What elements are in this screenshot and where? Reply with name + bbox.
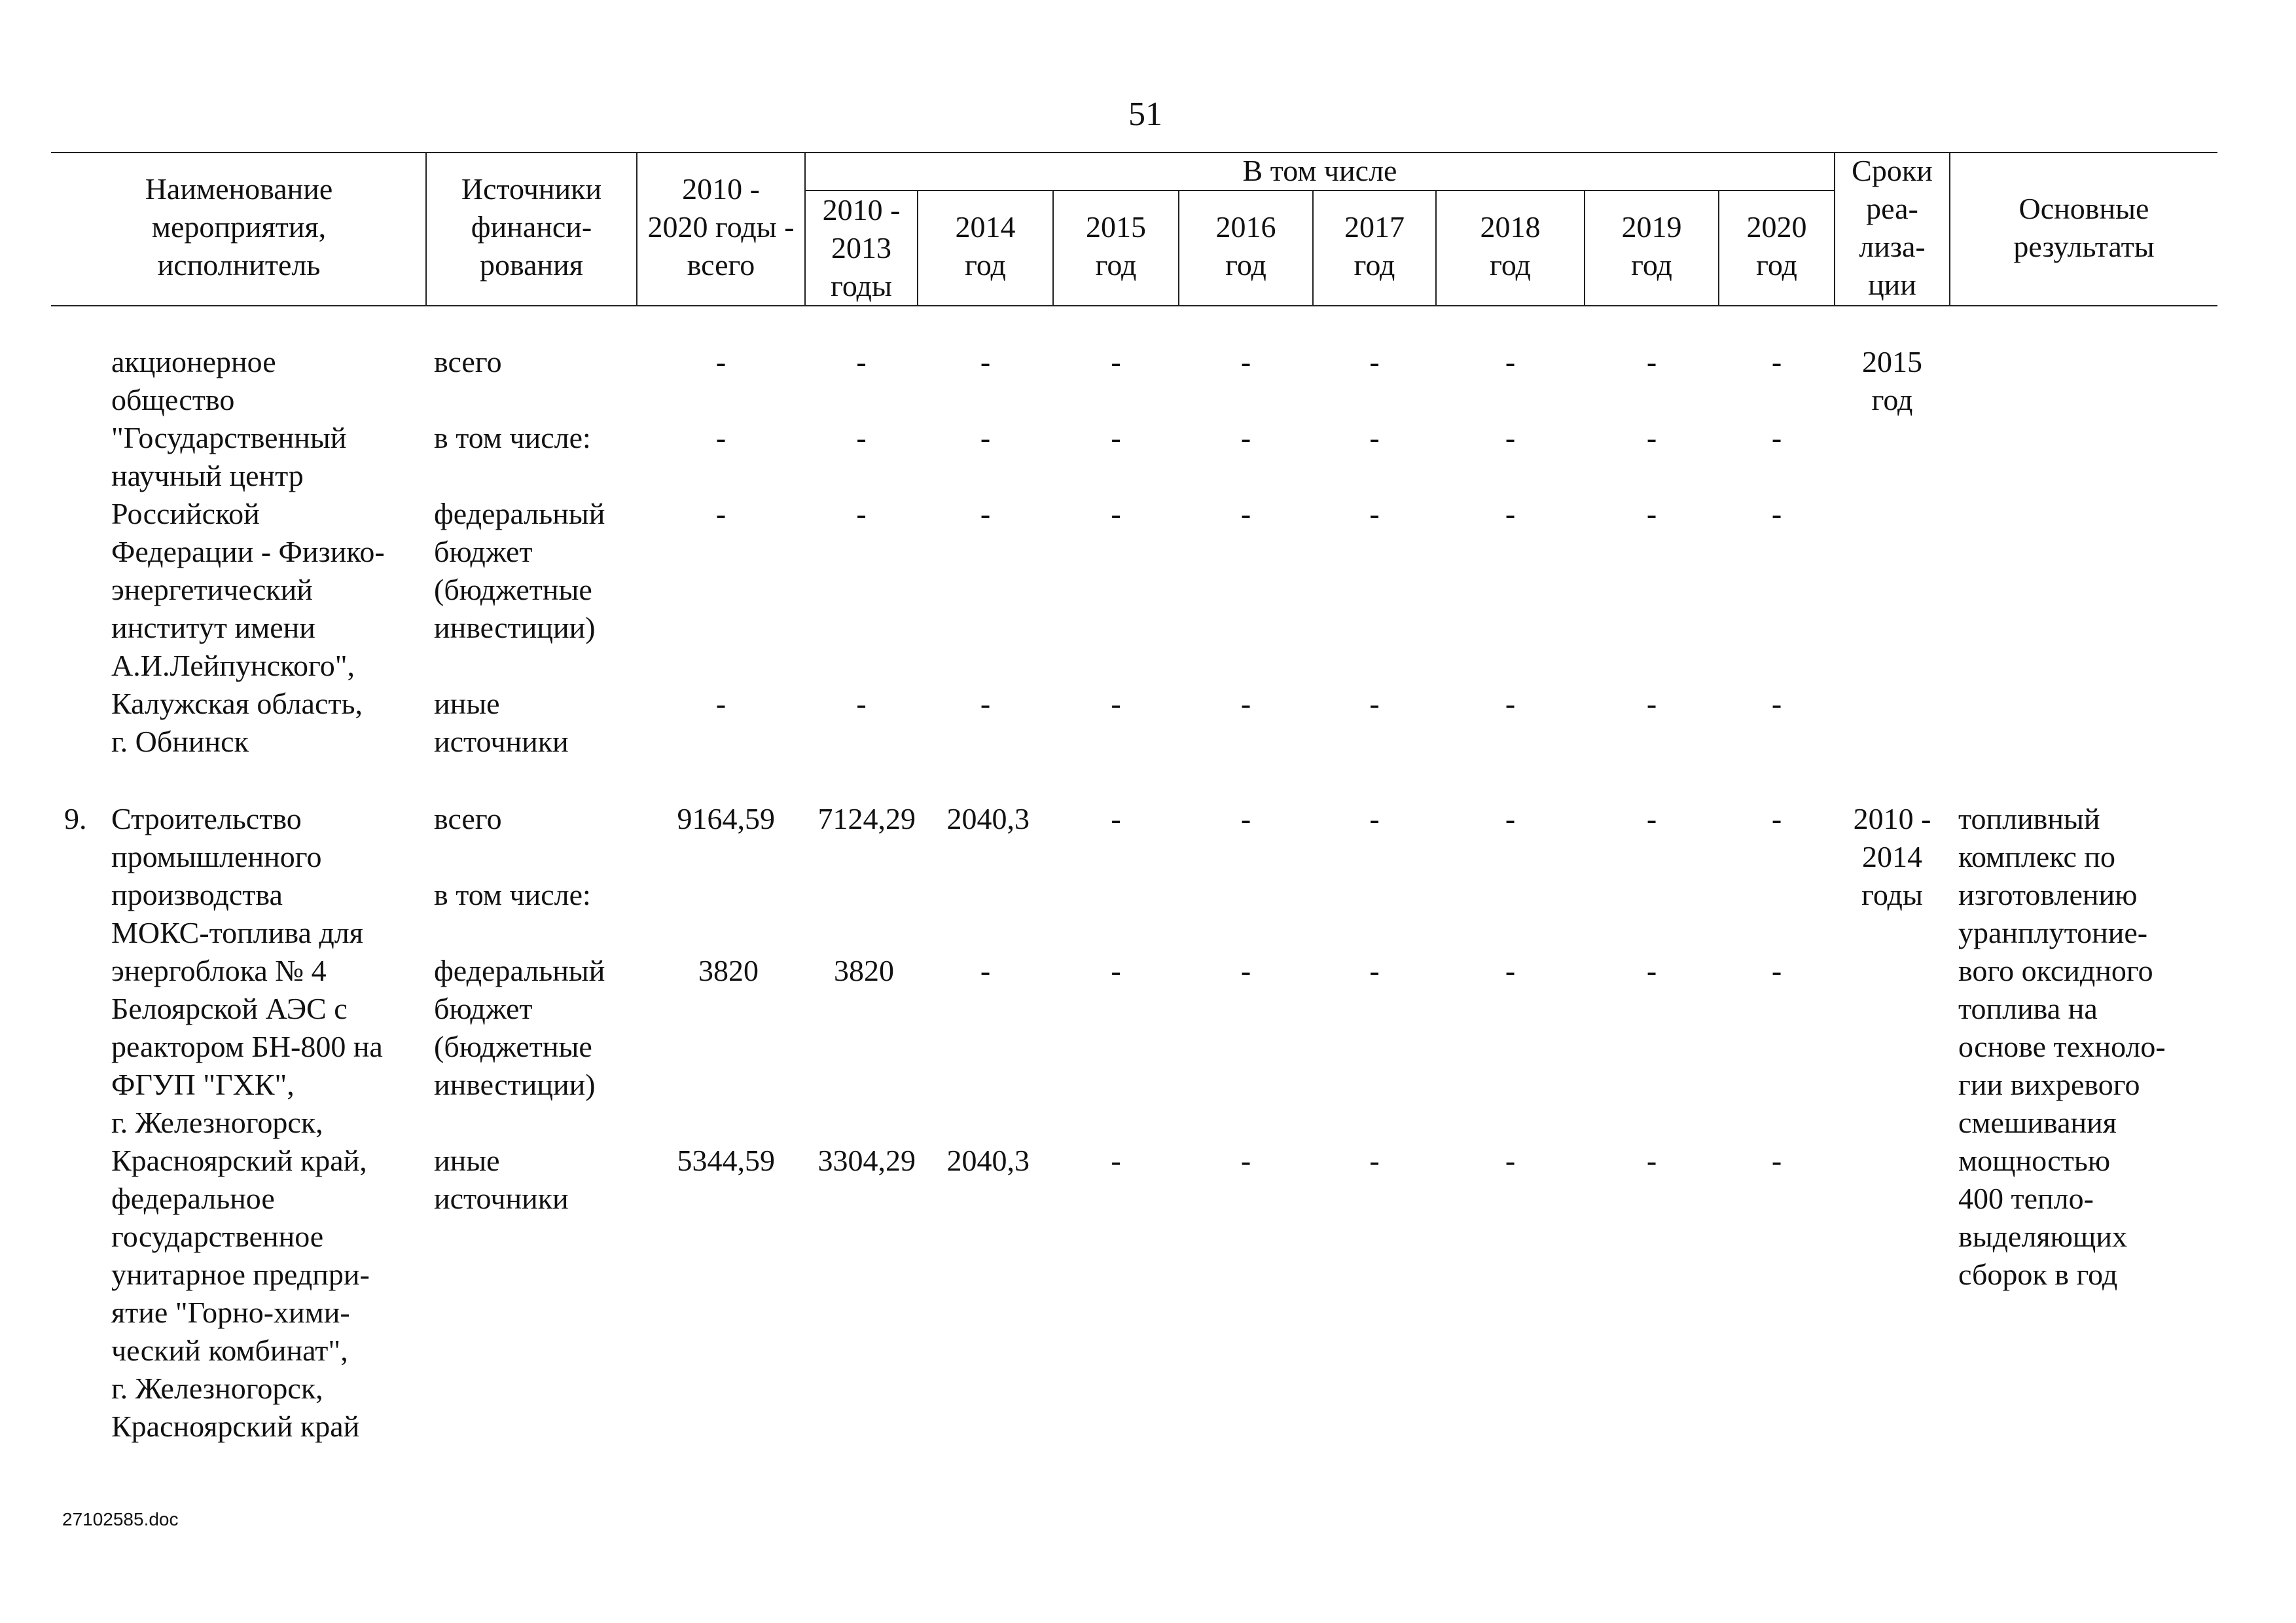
value-cell: 3304,29	[817, 1144, 916, 1177]
value-cell: 3820	[834, 954, 894, 987]
subheader-rule	[804, 190, 1834, 191]
header-name: Наименование мероприятия, исполнитель	[145, 172, 333, 282]
header-2020: 2020 год	[1746, 210, 1807, 282]
value-cell: -	[1111, 954, 1121, 987]
block2-name: Строительство промышленного производства МОКС-топлива для энергоблока № 4 Белоярской АЭС с реактором БН-800 на ФГУП "ГХК", г. Железногорск, Красноярский край, федеральное государственное унитарное предпри- ятие "Горно-хими- ческий комбинат", г. Железногорск, Красноярский край	[111, 802, 383, 1443]
value-cell: -	[1111, 421, 1121, 454]
value-cell: -	[1240, 497, 1251, 530]
value-cell: -	[1369, 1144, 1380, 1177]
value-cell: -	[1771, 421, 1782, 454]
value-cell: -	[1646, 954, 1657, 987]
block1-name: акционерное общество "Государственный научный центр Российской Федерации - Физико- энергетический институт имени А.И.Лейпунского", Калужская область, г. Обнинск	[111, 345, 385, 758]
value-cell: -	[715, 421, 726, 454]
value-cell: -	[1369, 802, 1380, 835]
value-cell: -	[715, 687, 726, 720]
value-cell: -	[980, 954, 991, 987]
value-cell: -	[1240, 687, 1251, 720]
value-cell: -	[1505, 421, 1516, 454]
value-cell: 3820	[698, 954, 759, 987]
value-cell: -	[1369, 687, 1380, 720]
header-total: 2010 - 2020 годы - всего	[647, 172, 795, 282]
value-cell: -	[980, 497, 991, 530]
value-cell: 7124,29	[817, 802, 916, 835]
page-number: 51	[1128, 96, 1162, 133]
value-cell: -	[1111, 497, 1121, 530]
value-cell: -	[1646, 421, 1657, 454]
value-cell: 2040,3	[946, 802, 1030, 835]
value-cell: -	[1505, 345, 1516, 378]
value-cell: -	[1240, 1144, 1251, 1177]
value-cell: -	[1646, 497, 1657, 530]
block2-terms: 2010 - 2014 годы	[1853, 802, 1931, 911]
value-cell: -	[1369, 345, 1380, 378]
value-cell: -	[1505, 802, 1516, 835]
block2-source-total: всего	[434, 802, 502, 835]
header-2010-2013: 2010 - 2013 годы	[822, 193, 901, 302]
value-cell: -	[1240, 421, 1251, 454]
value-cell: -	[1505, 954, 1516, 987]
header-2015: 2015 год	[1086, 210, 1146, 282]
block1-source-other: иные источники	[434, 687, 569, 758]
header-2018: 2018 год	[1480, 210, 1541, 282]
value-cell: -	[1111, 345, 1121, 378]
header-2019: 2019 год	[1621, 210, 1682, 282]
value-cell: 5344,59	[677, 1144, 775, 1177]
value-cell: -	[980, 421, 991, 454]
value-cell: -	[1369, 497, 1380, 530]
block2-source-other: иные источники	[434, 1144, 569, 1215]
block2-source-including: в том числе:	[434, 878, 591, 911]
block1-source-federal: федеральный бюджет (бюджетные инвестиции)	[434, 497, 605, 644]
block1-source-total: всего	[434, 345, 502, 378]
value-cell: -	[1369, 954, 1380, 987]
value-cell: -	[1111, 802, 1121, 835]
block2-index: 9.	[64, 802, 87, 835]
block2-results: топливный комплекс по изготовлению уранплутоние- вого оксидного топлива на основе техноло- гии вихревого смешивания мощностью 400 тепло- выделяющих сборок в год	[1958, 802, 2166, 1291]
value-cell: -	[1505, 497, 1516, 530]
block2-source-federal: федеральный бюджет (бюджетные инвестиции)	[434, 954, 605, 1101]
value-cell: -	[1771, 1144, 1782, 1177]
value-cell: -	[980, 345, 991, 378]
value-cell: 2040,3	[946, 1144, 1030, 1177]
header-including: В том числе	[1242, 154, 1397, 187]
value-cell: -	[1771, 954, 1782, 987]
header-terms: Сроки реа- лиза- ции	[1852, 154, 1933, 301]
table-header-bottom-rule	[51, 305, 2217, 306]
value-cell: -	[1240, 954, 1251, 987]
footer-filename: 27102585.doc	[62, 1509, 179, 1529]
value-cell: -	[715, 497, 726, 530]
value-cell: 9164,59	[677, 802, 775, 835]
value-cell: -	[1771, 802, 1782, 835]
block1-terms: 2015 год	[1862, 345, 1922, 416]
value-cell: -	[1646, 687, 1657, 720]
value-cell: -	[1369, 421, 1380, 454]
block1-source-including: в том числе:	[434, 421, 591, 454]
value-cell: -	[856, 497, 867, 530]
header-2016: 2016 год	[1215, 210, 1276, 282]
header-results: Основные результаты	[2013, 192, 2155, 263]
header-2014: 2014 год	[955, 210, 1016, 282]
value-cell: -	[1771, 345, 1782, 378]
value-cell: -	[1240, 345, 1251, 378]
value-cell: -	[1111, 1144, 1121, 1177]
value-cell: -	[1646, 802, 1657, 835]
value-cell: -	[856, 421, 867, 454]
value-cell: -	[1646, 1144, 1657, 1177]
value-cell: -	[1771, 687, 1782, 720]
value-cell: -	[980, 687, 991, 720]
value-cell: -	[715, 345, 726, 378]
value-cell: -	[856, 687, 867, 720]
value-cell: -	[1240, 802, 1251, 835]
value-cell: -	[1505, 687, 1516, 720]
value-cell: -	[1646, 345, 1657, 378]
value-cell: -	[856, 345, 867, 378]
header-2017: 2017 год	[1344, 210, 1405, 282]
value-cell: -	[1111, 687, 1121, 720]
header-source: Источники финанси- рования	[461, 172, 602, 282]
value-cell: -	[1505, 1144, 1516, 1177]
value-cell: -	[1771, 497, 1782, 530]
